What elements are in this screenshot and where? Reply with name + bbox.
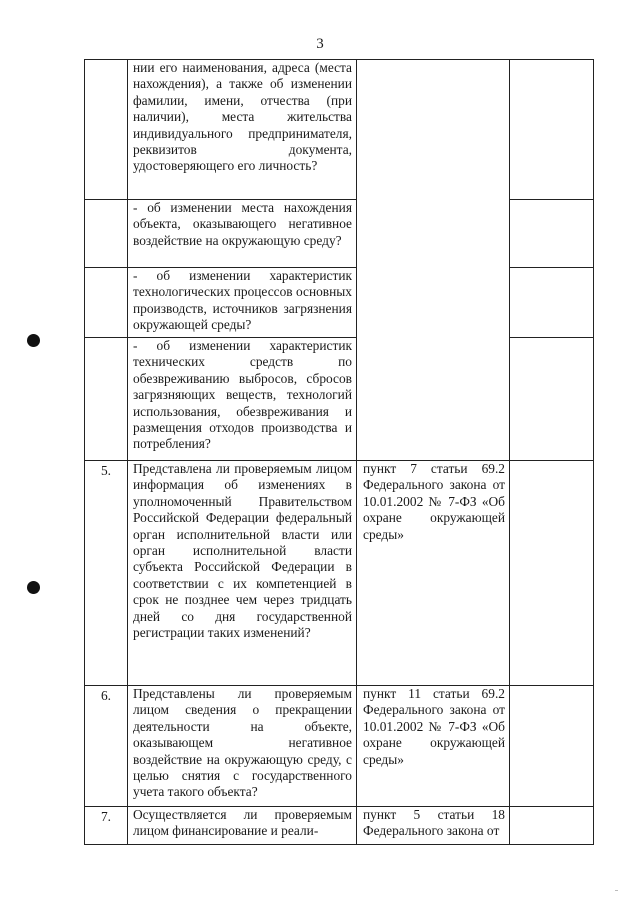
table-row <box>85 686 594 807</box>
reference-cell: пункт 7 статьи 69.2 Федерального закона от 10.01.2002 № 7-ФЗ «Об охране окружающей среды» <box>357 461 510 686</box>
table-row <box>85 60 594 200</box>
reference-cell: пункт 5 статьи 18 Федерального закона от <box>357 807 510 845</box>
row-number-cell <box>85 268 128 338</box>
answer-cell <box>510 200 594 268</box>
question-cell: - об изменении характеристик технических средств по обезвреживанию выбросов, сбросов загрязняющих веществ, технологий использования, обезвреживания и размещения отходов производства и потребления? <box>128 338 357 461</box>
page-number: 3 <box>316 36 324 52</box>
answer-cell <box>510 60 594 200</box>
binder-hole-mark <box>27 334 40 347</box>
question-cell: - об изменении характеристик технологических процессов основных производств, источников загрязнения окружающей среды? <box>128 268 357 338</box>
row-number-cell <box>85 60 128 200</box>
table-row <box>85 268 594 338</box>
question-cell: Осуществляется ли проверяемым лицом финансирование и реали- <box>128 807 357 845</box>
answer-cell <box>510 461 594 686</box>
table-row <box>85 807 594 845</box>
answer-cell <box>510 686 594 807</box>
scan-speck <box>615 890 618 891</box>
question-cell: Представлена ли проверяемым лицом информация об изменениях в уполномоченный Правительством Российской Федерации федеральный орган исполнительной власти или орган исполнительной власти субъекта Российской Федерации в соответствии с их компетенцией в срок не позднее чем через тридцать дней со дня государственной регистрации таких изменений? <box>128 461 357 686</box>
checklist-table <box>84 59 594 845</box>
answer-cell <box>510 807 594 845</box>
row-number-cell: 7. <box>85 807 128 845</box>
answer-cell <box>510 338 594 461</box>
table-row <box>85 200 594 268</box>
reference-cell <box>357 60 510 461</box>
reference-cell: пункт 11 статьи 69.2 Федерального закона от 10.01.2002 № 7-ФЗ «Об охране окружающей среды» <box>357 686 510 807</box>
row-number-cell <box>85 200 128 268</box>
table-row <box>85 461 594 686</box>
row-number-cell: 5. <box>85 461 128 686</box>
question-cell: нии его наименования, адреса (места нахождения), а также об изменении фамилии, имени, отчества (при наличии), места жительства индивидуального предпринимателя, реквизитов документа, удостоверяющего его личность? <box>128 60 357 200</box>
answer-cell <box>510 268 594 338</box>
question-cell: - об изменении места нахождения объекта, оказывающего негативное воздействие на окружающую среду? <box>128 200 357 268</box>
row-number-cell <box>85 338 128 461</box>
question-cell: Представлены ли проверяемым лицом сведения о прекращении деятельности на объекте, оказывающем негативное воздействие на окружающую среду, с целью снятия с государственного учета такого объекта? <box>128 686 357 807</box>
binder-hole-mark <box>27 581 40 594</box>
table-row <box>85 338 594 461</box>
row-number-cell: 6. <box>85 686 128 807</box>
